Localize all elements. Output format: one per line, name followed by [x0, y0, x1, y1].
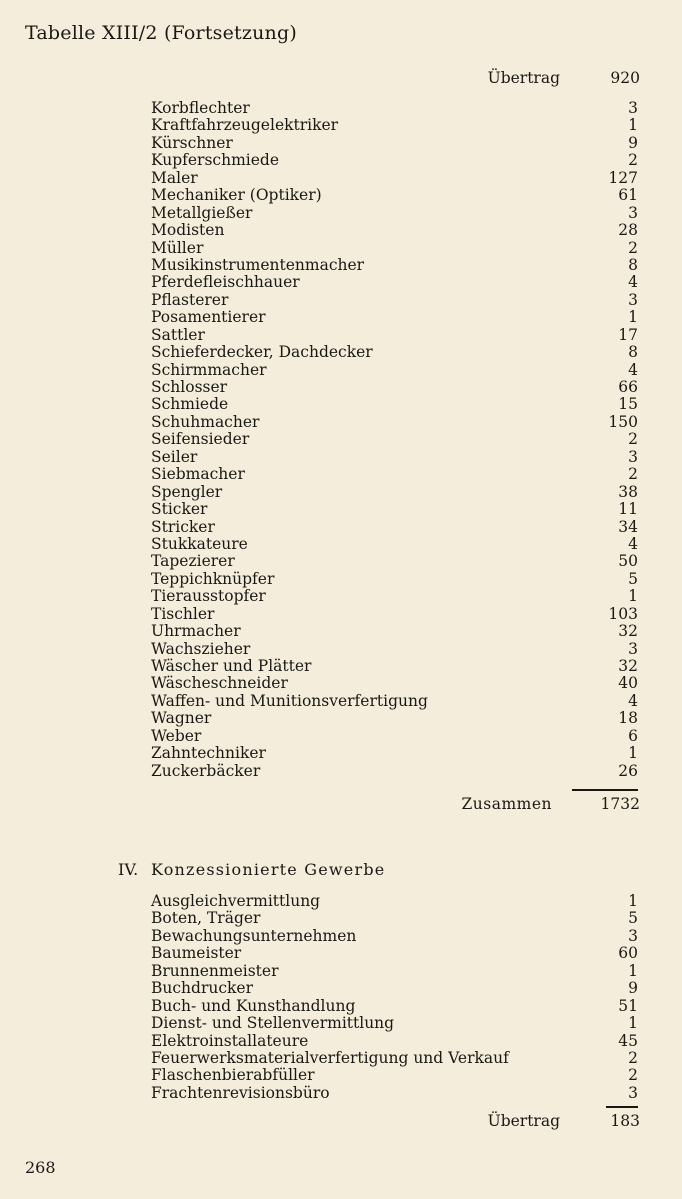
- list-item: [151, 205, 638, 222]
- trade-name: Schirmmacher: [151, 360, 267, 379]
- trade-name: Kupferschmiede: [151, 151, 280, 170]
- trade-name: Tapezierer: [151, 552, 235, 571]
- trade-count: 2: [628, 1048, 638, 1067]
- trade-count: 1: [628, 744, 638, 763]
- list-item: [151, 362, 638, 379]
- list-item: [151, 588, 638, 605]
- trade-name: Korbflechter: [151, 99, 250, 117]
- list-item: [151, 536, 638, 553]
- trade-count: 9: [628, 133, 638, 152]
- list-item: [151, 763, 638, 780]
- trade-name: Zahntechniker: [151, 744, 266, 763]
- trade-name: Pferdefleischhauer: [151, 273, 300, 292]
- trade-name: Tierausstopfer: [151, 587, 266, 606]
- trade-count: 3: [628, 639, 638, 658]
- trade-count: 3: [628, 1083, 638, 1102]
- trade-name: Sticker: [151, 500, 208, 519]
- trade-count: 3: [628, 203, 638, 222]
- list-item: [151, 623, 638, 640]
- trade-count: 5: [628, 909, 638, 928]
- list-item: [151, 963, 638, 980]
- trade-count: 5: [628, 569, 638, 588]
- sum-rule: [572, 789, 638, 791]
- trade-count: 1: [628, 587, 638, 606]
- trade-count: 11: [618, 500, 638, 519]
- trade-name: Weber: [151, 726, 202, 745]
- trade-count: 9: [628, 979, 638, 998]
- trade-name: Buch- und Kunsthandlung: [151, 996, 356, 1015]
- list-item: [151, 980, 638, 997]
- trade-name: Teppichknüpfer: [151, 569, 275, 588]
- list-item: [151, 135, 638, 152]
- list-item: [151, 553, 638, 570]
- list-item: [151, 728, 638, 745]
- table-title: Tabelle XIII/2 (Fortsetzung): [25, 22, 297, 44]
- list-item: [151, 274, 638, 291]
- trade-name: Schlosser: [151, 378, 228, 396]
- trade-name: Bewachungsunternehmen: [151, 926, 357, 945]
- list-item: [151, 152, 638, 169]
- list-item: [151, 1085, 638, 1102]
- trade-count: 1: [628, 1014, 638, 1033]
- trade-count: 1: [628, 892, 638, 910]
- list-item: [151, 309, 638, 326]
- trade-count: 61: [618, 186, 638, 205]
- section-total-row: [462, 795, 641, 813]
- trade-count: 45: [618, 1031, 638, 1050]
- list-item: [151, 100, 638, 117]
- trade-name: Wäscher und Plätter: [151, 657, 312, 675]
- trade-count: 66: [618, 378, 638, 396]
- trade-name: Baumeister: [151, 944, 242, 963]
- trade-name: Feuerwerksmaterialverfertigung und Verkauf: [151, 1048, 509, 1067]
- trade-count: 3: [628, 99, 638, 117]
- list-item: [151, 170, 638, 187]
- trade-name: Schieferdecker, Dachdecker: [151, 343, 373, 362]
- trade-count: 4: [628, 273, 638, 292]
- trade-count: 2: [628, 238, 638, 257]
- trade-count: 17: [618, 325, 638, 344]
- trade-count: 2: [628, 465, 638, 484]
- trade-name: Musikinstrumentenmacher: [151, 255, 365, 274]
- list-item: [151, 396, 638, 413]
- trade-count: 8: [628, 255, 638, 274]
- list-item: [151, 675, 638, 692]
- carry-over-value: 183: [610, 1112, 640, 1130]
- list-item: [151, 327, 638, 344]
- trade-count: 15: [618, 395, 638, 414]
- trade-name: Frachtenrevisionsbüro: [151, 1083, 330, 1102]
- trade-name: Maler: [151, 168, 198, 187]
- trade-count: 1: [628, 116, 638, 135]
- section-heading-iv: [118, 860, 385, 879]
- list-item: [151, 606, 638, 623]
- trade-name: Elektroinstallateure: [151, 1031, 309, 1050]
- trade-name: Buchdrucker: [151, 979, 254, 998]
- carry-over-top: [488, 69, 640, 87]
- section-number: IV.: [118, 860, 139, 879]
- trade-name: Mechaniker (Optiker): [151, 186, 322, 205]
- list-item: [151, 1015, 638, 1032]
- carry-over-bottom: [488, 1112, 640, 1130]
- trade-name: Brunnenmeister: [151, 961, 279, 980]
- list-item: [151, 1050, 638, 1067]
- trade-count: 6: [628, 726, 638, 745]
- trade-count: 1: [628, 308, 638, 327]
- list-item: [151, 187, 638, 204]
- list-item: [151, 344, 638, 361]
- list-item: [151, 414, 638, 431]
- trade-count: 26: [618, 761, 638, 780]
- trade-count: 127: [608, 168, 638, 187]
- trade-count: 2: [628, 1066, 638, 1085]
- trade-count: 4: [628, 534, 638, 553]
- list-item: [151, 222, 638, 239]
- trade-name: Stukkateure: [151, 534, 248, 553]
- section-title: Konzessionierte Gewerbe: [151, 860, 386, 879]
- list-item: [151, 240, 638, 257]
- trade-count: 4: [628, 360, 638, 379]
- list-item: [151, 945, 638, 962]
- list-item: [151, 571, 638, 588]
- trade-name: Siebmacher: [151, 465, 245, 484]
- trade-name: Seifensieder: [151, 430, 250, 449]
- list-item: [151, 998, 638, 1015]
- list-item: [151, 693, 638, 710]
- list-item: [151, 658, 638, 675]
- list-item: [151, 745, 638, 762]
- trade-name: Müller: [151, 238, 204, 257]
- trade-name: Modisten: [151, 221, 225, 240]
- trade-count: 51: [618, 996, 638, 1015]
- trade-count: 150: [608, 412, 638, 431]
- list-item: [151, 257, 638, 274]
- trade-name: Wachszieher: [151, 639, 251, 658]
- trade-count: 32: [618, 657, 638, 675]
- list-item: [151, 501, 638, 518]
- list-item: [151, 484, 638, 501]
- list-item: [151, 928, 638, 945]
- carry-over-label: Übertrag: [487, 1112, 560, 1130]
- trade-list-section-iv: [151, 893, 638, 1102]
- trade-count: 3: [628, 926, 638, 945]
- list-item: [151, 466, 638, 483]
- trade-name: Flaschenbierabfüller: [151, 1066, 315, 1085]
- trade-count: 4: [628, 691, 638, 710]
- list-item: [151, 379, 638, 396]
- trade-name: Tischler: [151, 604, 215, 623]
- trade-name: Kürschner: [151, 133, 233, 152]
- trade-name: Stricker: [151, 517, 215, 536]
- trade-count: 3: [628, 290, 638, 309]
- trade-name: Uhrmacher: [151, 622, 241, 641]
- list-item: [151, 449, 638, 466]
- trade-name: Waffen- und Munitionsverfertigung: [151, 691, 428, 710]
- trade-name: Schmiede: [151, 395, 229, 414]
- carry-over-value: 920: [610, 69, 640, 87]
- trade-count: 18: [618, 709, 638, 728]
- carry-over-label: Übertrag: [487, 69, 560, 87]
- trade-name: Dienst- und Stellenvermittlung: [151, 1014, 395, 1033]
- list-item: [151, 1033, 638, 1050]
- trade-name: Spengler: [151, 482, 223, 501]
- carry-rule: [606, 1106, 638, 1108]
- trade-count: 40: [618, 674, 638, 693]
- trade-name: Boten, Träger: [151, 909, 261, 928]
- trade-count: 3: [628, 447, 638, 466]
- trade-count: 34: [618, 517, 638, 536]
- trade-name: Sattler: [151, 325, 205, 344]
- list-item: [151, 893, 638, 910]
- trade-count: 60: [618, 944, 638, 963]
- page-number: 268: [25, 1158, 56, 1177]
- list-item: [151, 117, 638, 134]
- trade-count: 2: [628, 430, 638, 449]
- total-value: 1732: [600, 795, 640, 813]
- trade-count: 38: [618, 482, 638, 501]
- trade-count: 2: [628, 151, 638, 170]
- trade-name: Kraftfahrzeugelektriker: [151, 116, 339, 135]
- trade-name: Seiler: [151, 447, 198, 466]
- list-item: [151, 910, 638, 927]
- trade-count: 103: [608, 604, 638, 623]
- trade-count: 50: [618, 552, 638, 571]
- trade-name: Wäscheschneider: [151, 674, 288, 693]
- list-item: [151, 1067, 638, 1084]
- trade-count: 28: [618, 221, 638, 240]
- trade-count: 8: [628, 343, 638, 362]
- trade-name: Posamentierer: [151, 308, 266, 327]
- trade-list-section-iii: [151, 100, 638, 780]
- trade-name: Metallgießer: [151, 203, 253, 222]
- trade-count: 1: [628, 961, 638, 980]
- list-item: [151, 519, 638, 536]
- list-item: [151, 431, 638, 448]
- list-item: [151, 641, 638, 658]
- total-label: Zusammen: [461, 795, 552, 813]
- trade-name: Zuckerbäcker: [151, 761, 261, 780]
- list-item: [151, 710, 638, 727]
- trade-count: 32: [618, 622, 638, 641]
- trade-name: Ausgleichvermittlung: [151, 892, 321, 910]
- list-item: [151, 292, 638, 309]
- trade-name: Wagner: [151, 709, 212, 728]
- trade-name: Schuhmacher: [151, 412, 260, 431]
- trade-name: Pflasterer: [151, 290, 229, 309]
